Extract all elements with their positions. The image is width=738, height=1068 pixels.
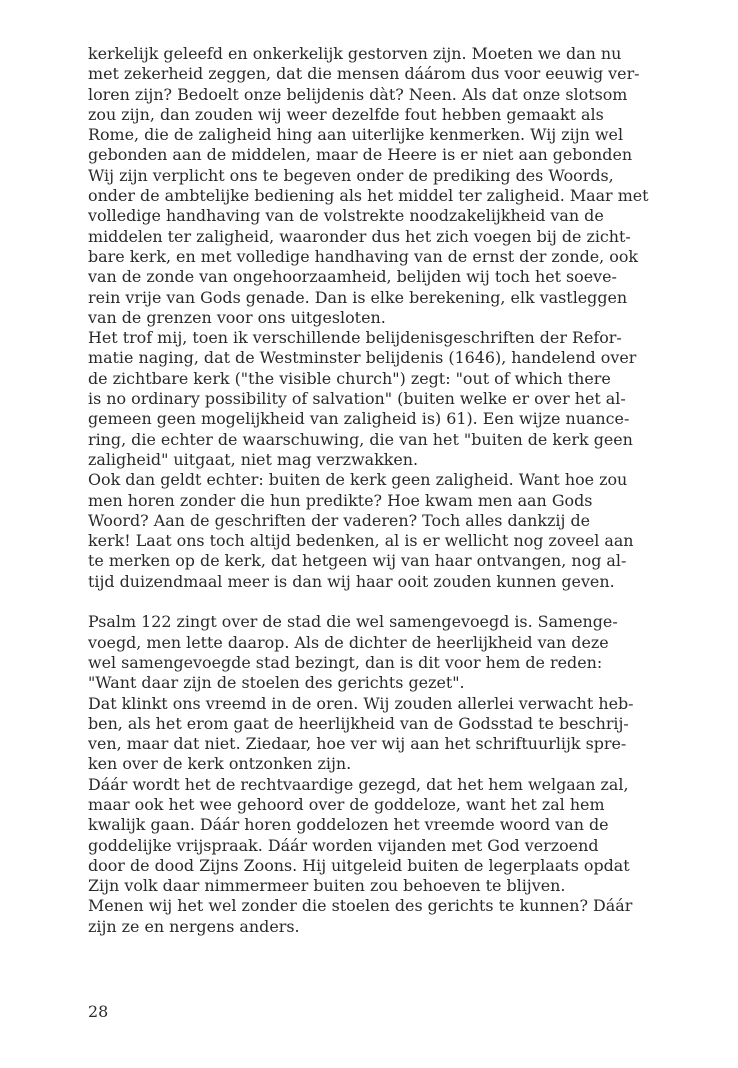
- text-line: kerkelijk geleefd en onkerkelijk gestorven zijn. Moeten we dan nu: [88, 44, 622, 63]
- text-line: zijn ze en nergens anders.: [88, 916, 300, 936]
- text-line: goddelijke vrijspraak. Dáár worden vijanden met God verzoend: [88, 835, 599, 855]
- text-line: gemeen geen mogelijkheid van zaligheid is) 61). Een wijze nuance-: [88, 409, 630, 429]
- text-line: de zichtbare kerk ("the visible church") zegt: "out of which there: [88, 368, 611, 388]
- text-line: Het trof mij, toen ik verschillende belijdenisgeschriften der Refor-: [88, 328, 622, 348]
- text-line: zaligheid" uitgaat, niet mag verzwakken.: [88, 449, 419, 469]
- text-line: Rome, die de zaligheid hing aan uiterlijke kenmerken. Wij zijn wel: [88, 125, 624, 145]
- text-line: Woord? Aan de geschriften der vaderen? Toch alles dankzij de: [88, 510, 591, 530]
- page-body: [88, 44, 688, 937]
- text-line: "Want daar zijn de stoelen des gerichts gezet".: [88, 673, 465, 693]
- paragraph: [88, 896, 688, 937]
- text-line: bare kerk, en met volledige handhaving van de ernst der zonde, ook: [88, 246, 639, 266]
- text-line: ken over de kerk ontzonken zijn.: [88, 754, 352, 774]
- text-line: zou zijn, dan zouden wij weer dezelfde fout hebben gemaakt als: [88, 104, 604, 124]
- text-line: Psalm 122 zingt over de stad die wel samengevoegd is. Samenge-: [88, 612, 618, 632]
- paragraph: [88, 470, 688, 592]
- text-line: van de zonde van ongehoorzaamheid, belijden wij toch het soeve-: [88, 267, 617, 287]
- paragraph: [88, 694, 688, 775]
- text-line: middelen ter zaligheid, waaronder dus het zich voegen bij de zicht-: [88, 226, 631, 246]
- text-line: Ook dan geldt echter: buiten de kerk geen zaligheid. Want hoe zou: [88, 470, 628, 490]
- text-line: ring, die echter de waarschuwing, die van het "buiten de kerk geen: [88, 429, 633, 449]
- text-line: onder de ambtelijke bediening als het middel ter zaligheid. Maar met: [88, 186, 649, 206]
- paragraph: [88, 775, 688, 897]
- text-line: kerk! Laat ons toch altijd bedenken, al is er wellicht nog zoveel aan: [88, 531, 634, 551]
- paragraph-gap: [88, 592, 688, 612]
- text-line: loren zijn? Bedoelt onze belijdenis dàt? Neen. Als dat onze slotsom: [88, 84, 628, 104]
- page-number: 28: [88, 1002, 109, 1021]
- text-line: volledige handhaving van de volstrekte noodzakelijkheid van de: [88, 206, 604, 226]
- text-line: wel samengevoegde stad bezingt, dan is dit voor hem de reden:: [88, 652, 603, 672]
- text-line: ven, maar dat niet. Ziedaar, hoe ver wij aan het schriftuurlijk spre-: [88, 734, 627, 754]
- text-line: te merken op de kerk, dat hetgeen wij van haar ontvangen, nog al-: [88, 551, 627, 571]
- text-line: door de dood Zijns Zoons. Hij uitgeleid buiten de legerplaats opdat: [88, 855, 630, 875]
- text-line: Dáár wordt het de rechtvaardige gezegd, dat het hem welgaan zal,: [88, 774, 629, 794]
- text-line: Dat klinkt ons vreemd in de oren. Wij zouden allerlei verwacht heb-: [88, 693, 634, 713]
- text-line: tijd duizendmaal meer is dan wij haar ooit zouden kunnen geven.: [88, 571, 615, 591]
- text-line: Zijn volk daar nimmermeer buiten zou behoeven te blijven.: [88, 876, 566, 896]
- text-line: Wij zijn verplicht ons te begeven onder de prediking des Woords,: [88, 165, 614, 185]
- text-line: kwalijk gaan. Dáár horen goddelozen het vreemde woord van de: [88, 815, 609, 835]
- text-line: gebonden aan de middelen, maar de Heere is er niet aan gebonden: [88, 145, 633, 165]
- text-line: voegd, men lette daarop. Als de dichter de heerlijkheid van deze: [88, 632, 609, 652]
- text-line: Menen wij het wel zonder die stoelen des gerichts te kunnen? Dáár: [88, 896, 633, 916]
- paragraph: [88, 612, 688, 693]
- text-line: maar ook het wee gehoord over de goddeloze, want het zal hem: [88, 794, 605, 814]
- text-line: ben, als het erom gaat de heerlijkheid van de Godsstad te beschrij-: [88, 713, 629, 733]
- text-line: met zekerheid zeggen, dat die mensen dáárom dus voor eeuwig ver-: [88, 64, 640, 84]
- text-line: rein vrije van Gods genade. Dan is elke berekening, elk vastleggen: [88, 287, 628, 307]
- text-line: van de grenzen voor ons uitgesloten.: [88, 307, 386, 327]
- text-line: men horen zonder die hun predikte? Hoe kwam men aan Gods: [88, 490, 593, 510]
- text-line: is no ordinary possibility of salvation" (buiten welke er over het al-: [88, 389, 626, 409]
- text-line: matie naging, dat de Westminster belijdenis (1646), handelend over: [88, 348, 637, 368]
- paragraph: [88, 328, 688, 470]
- paragraph: [88, 44, 688, 328]
